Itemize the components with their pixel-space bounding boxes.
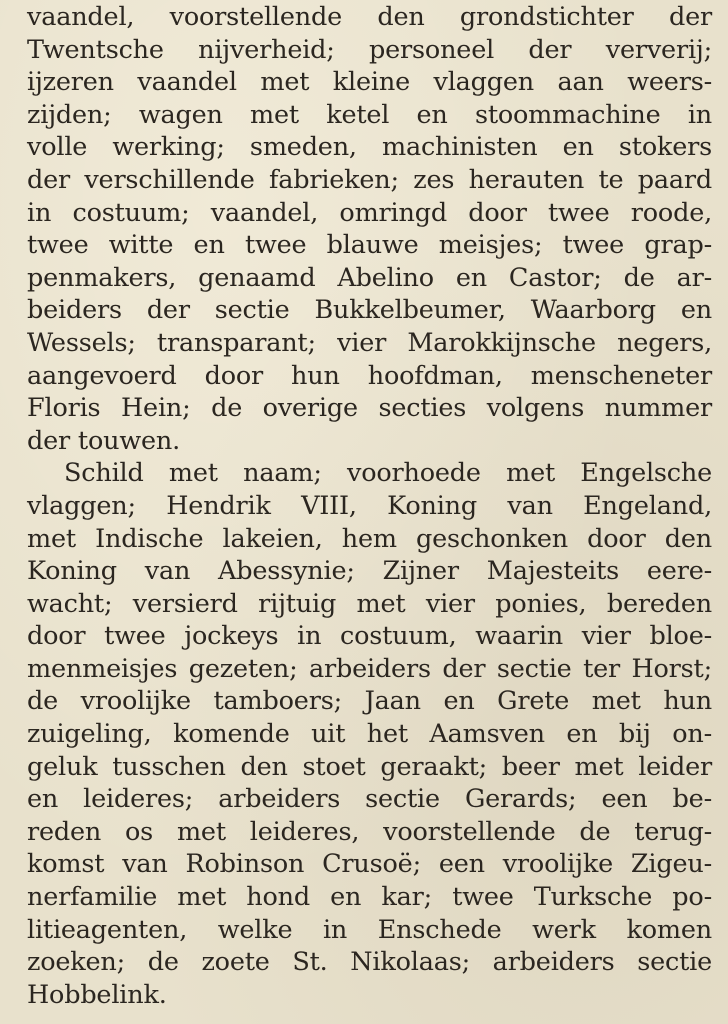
text-line: beiders der sectie Bukkelbeumer, Waarborg en: [27, 295, 712, 326]
article-column: [27, 1, 712, 1011]
text-line: vaandel, voorstellende den grondstichter der: [27, 2, 712, 32]
text-line: vlaggen; Hendrik VIII, Koning van Engeland,: [27, 490, 712, 521]
text-line: in costuum; vaandel, omringd door twee roode,: [27, 197, 712, 228]
text-line: der verschillende fabrieken; zes herauten te paard: [27, 164, 712, 195]
text-line: met Indische lakeien, hem geschonken door den: [27, 523, 712, 554]
text-line: geluk tusschen den stoet geraakt; beer met leider: [27, 751, 712, 782]
paragraph-end-line: der touwen.: [27, 425, 180, 456]
text-line: ijzeren vaandel met kleine vlaggen aan weers-: [27, 67, 712, 98]
text-line: zuigeling, komende uit het Aamsven en bij on-: [27, 719, 712, 750]
text-line: aangevoerd door hun hoofdman, menscheneter: [27, 360, 712, 391]
text-line: zijden; wagen met ketel en stoommachine in: [27, 99, 712, 130]
text-line: Twentsche nijverheid; personeel der ververij;: [27, 34, 712, 65]
text-line: door twee jockeys in costuum, waarin vier bloe-: [27, 621, 712, 652]
text-line: menmeisjes gezeten; arbeiders der sectie ter Horst;: [27, 653, 712, 684]
text-line: twee witte en twee blauwe meisjes; twee grap-: [27, 230, 712, 261]
text-line: penmakers, genaamd Abelino en Castor; de ar-: [27, 262, 712, 293]
text-line: volle werking; smeden, machinisten en stokers: [27, 132, 712, 163]
text-line: Koning van Abessynie; Zijner Majesteits eere-: [27, 556, 712, 587]
text-line: litieagenten, welke in Enschede werk komen: [27, 914, 712, 945]
paragraph-start-line: Schild met naam; voorhoede met Engelsche: [64, 458, 712, 489]
text-line: Floris Hein; de overige secties volgens nummer: [27, 393, 712, 424]
text-line: en leideres; arbeiders sectie Gerards; een be-: [27, 784, 712, 815]
paragraph-end-line: Hobbelink.: [27, 979, 167, 1010]
text-line: komst van Robinson Crusoë; een vroolijke Zigeu-: [27, 849, 712, 880]
text-line: Wessels; transparant; vier Marokkijnsche negers,: [27, 327, 712, 358]
text-line: wacht; versierd rijtuig met vier ponies, bereden: [27, 588, 712, 619]
text-line: zoeken; de zoete St. Nikolaas; arbeiders sectie: [27, 947, 712, 978]
text-line: de vroolijke tamboers; Jaan en Grete met hun: [27, 686, 712, 717]
text-line: nerfamilie met hond en kar; twee Turksche po-: [27, 882, 712, 913]
text-line: reden os met leideres, voorstellende de terug-: [27, 816, 712, 847]
